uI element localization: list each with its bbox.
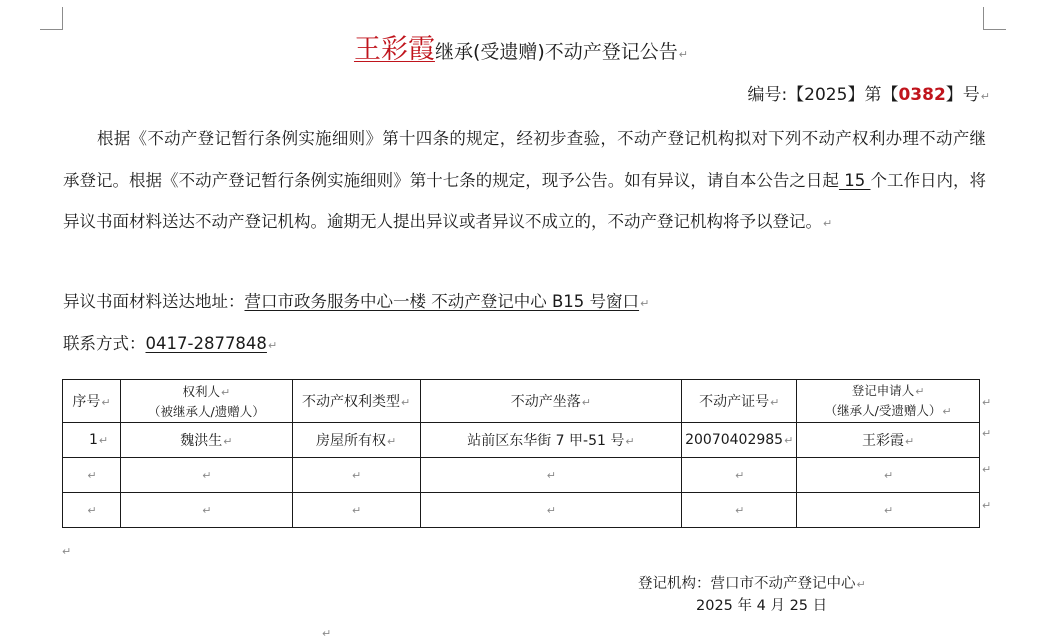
cell-empty [682,458,797,493]
cell-location: 站前区东华街 7 甲-51 号↵ [420,423,682,458]
cell-mark-icon: ↵ [883,504,894,517]
paragraph-mark-icon: ↵ [980,90,990,103]
cell-mark-icon: ↵ [352,504,362,517]
cell-empty [682,493,797,528]
objection-address-line [63,289,649,317]
cell-holder: 魏洪生↵ [120,423,292,458]
table-row [63,423,980,458]
table-row-empty [63,493,980,528]
page-corner-mark-top-left [40,7,63,30]
address-label: 异议书面材料送达地址： [63,292,245,311]
paragraph-mark-icon: ↵ [678,48,689,61]
objection-period-days: 15 [838,170,871,190]
docno-suffix: 】号 [945,85,980,105]
cell-empty [292,458,420,493]
cell-mark-icon: ↵ [98,434,109,447]
cell-mark-icon: ↵ [735,469,745,482]
page-corner-mark-top-right [983,7,1006,30]
header-right-type: 不动产权利类型↵ [292,380,420,423]
cell-mark-icon: ↵ [546,469,556,482]
header-applicant [797,380,980,423]
body-text-part2: 个工作日内，将异议书面材料送达不动产登记机构。逾期无人提出异议或者异议不成立的，不动产登记机构将予以登记。 [63,170,987,231]
cell-empty [797,493,980,528]
paragraph-mark-icon: ↵ [823,217,833,230]
address-value: 营口市政务服务中心一楼 不动产登记中心 B15 号窗口 [244,292,640,311]
cell-mark-icon: ↵ [202,504,212,517]
cell-mark-icon: ↵ [784,434,794,447]
table-header-row [63,380,980,423]
cell-empty [63,458,121,493]
contact-label: 联系方式： [63,334,146,353]
paragraph-mark-icon: ↵ [322,627,332,640]
row-end-mark-icon: ↵ [982,396,992,409]
header-location: 不动产坐落↵ [420,380,682,423]
cell-mark-icon: ↵ [581,396,591,409]
row-end-mark-icon: ↵ [982,427,992,440]
document-number [747,82,990,110]
cell-mark-icon: ↵ [770,396,780,409]
cell-mark-icon: ↵ [202,469,212,482]
cell-mark-icon: ↵ [101,396,111,409]
cell-mark-icon: ↵ [904,435,915,448]
cell-empty [120,493,292,528]
cell-mark-icon: ↵ [223,435,233,448]
paragraph-mark-icon: ↵ [640,297,650,310]
row-end-mark-icon: ↵ [982,499,992,512]
docno-number: 0382 [898,85,946,105]
header-applicant-line2: （继承人/受遗赠人） [824,403,942,418]
cell-cert-no: 20070402985↵ [682,423,797,458]
cell-empty [420,493,682,528]
cell-mark-icon: ↵ [401,396,411,409]
contact-phone: 0417-2877848 [145,334,267,353]
cell-empty [420,458,682,493]
cell-mark-icon: ↵ [883,469,894,482]
notice-title [0,34,1042,71]
cell-mark-icon: ↵ [221,385,231,399]
cell-mark-icon: ↵ [915,385,925,398]
cell-mark-icon: ↵ [352,469,362,482]
registration-table [62,379,980,528]
cell-mark-icon: ↵ [387,435,397,448]
cell-mark-icon: ↵ [87,504,97,517]
cell-mark-icon: ↵ [735,504,745,517]
table-row-empty [63,458,980,493]
body-text-part1: 根据《不动产登记暂行条例实施细则》第十四条的规定，经初步查验，不动产登记机构拟对下列不动产权利办理不动产继承登记。根据《不动产登记暂行条例实施细则》第十七条的规定，现予公告。如有异议，请自本公告之日起 [63,129,986,190]
cell-mark-icon: ↵ [546,504,556,517]
cell-empty [292,493,420,528]
cell-mark-icon: ↵ [942,405,952,418]
cell-empty [120,458,292,493]
cell-applicant: 王彩霞↵ [797,423,980,458]
title-text: 继承(受遗赠)不动产登记公告 [434,41,678,63]
header-cert-no: 不动产证号↵ [682,380,797,423]
registration-authority: 登记机构：营口市不动产登记中心↵ [638,576,866,592]
cell-right-type: 房屋所有权↵ [292,423,420,458]
header-holder [120,380,292,423]
row-end-mark-icon: ↵ [982,463,992,476]
header-holder-line2: （被继承人/遗赠人） [147,403,265,419]
notice-date: 2025 年 4 月 25 日 [696,598,828,614]
cell-empty [63,493,121,528]
paragraph-mark-icon: ↵ [267,339,278,352]
contact-line [63,331,277,359]
notice-body-paragraph [63,118,986,245]
header-seq: 序号↵ [63,380,121,423]
cell-mark-icon: ↵ [87,469,97,482]
header-holder-line1: 权利人 [182,383,220,399]
cell-mark-icon: ↵ [625,435,635,448]
cell-empty [797,458,980,493]
paragraph-mark-icon: ↵ [856,578,866,591]
docno-prefix: 编号:【2025】第【 [747,85,899,105]
paragraph-mark-icon: ↵ [62,545,72,558]
title-applicant-name: 王彩霞 [353,34,435,65]
cell-seq: 1↵ [63,423,121,458]
header-applicant-line1: 登记申请人 [851,383,915,398]
